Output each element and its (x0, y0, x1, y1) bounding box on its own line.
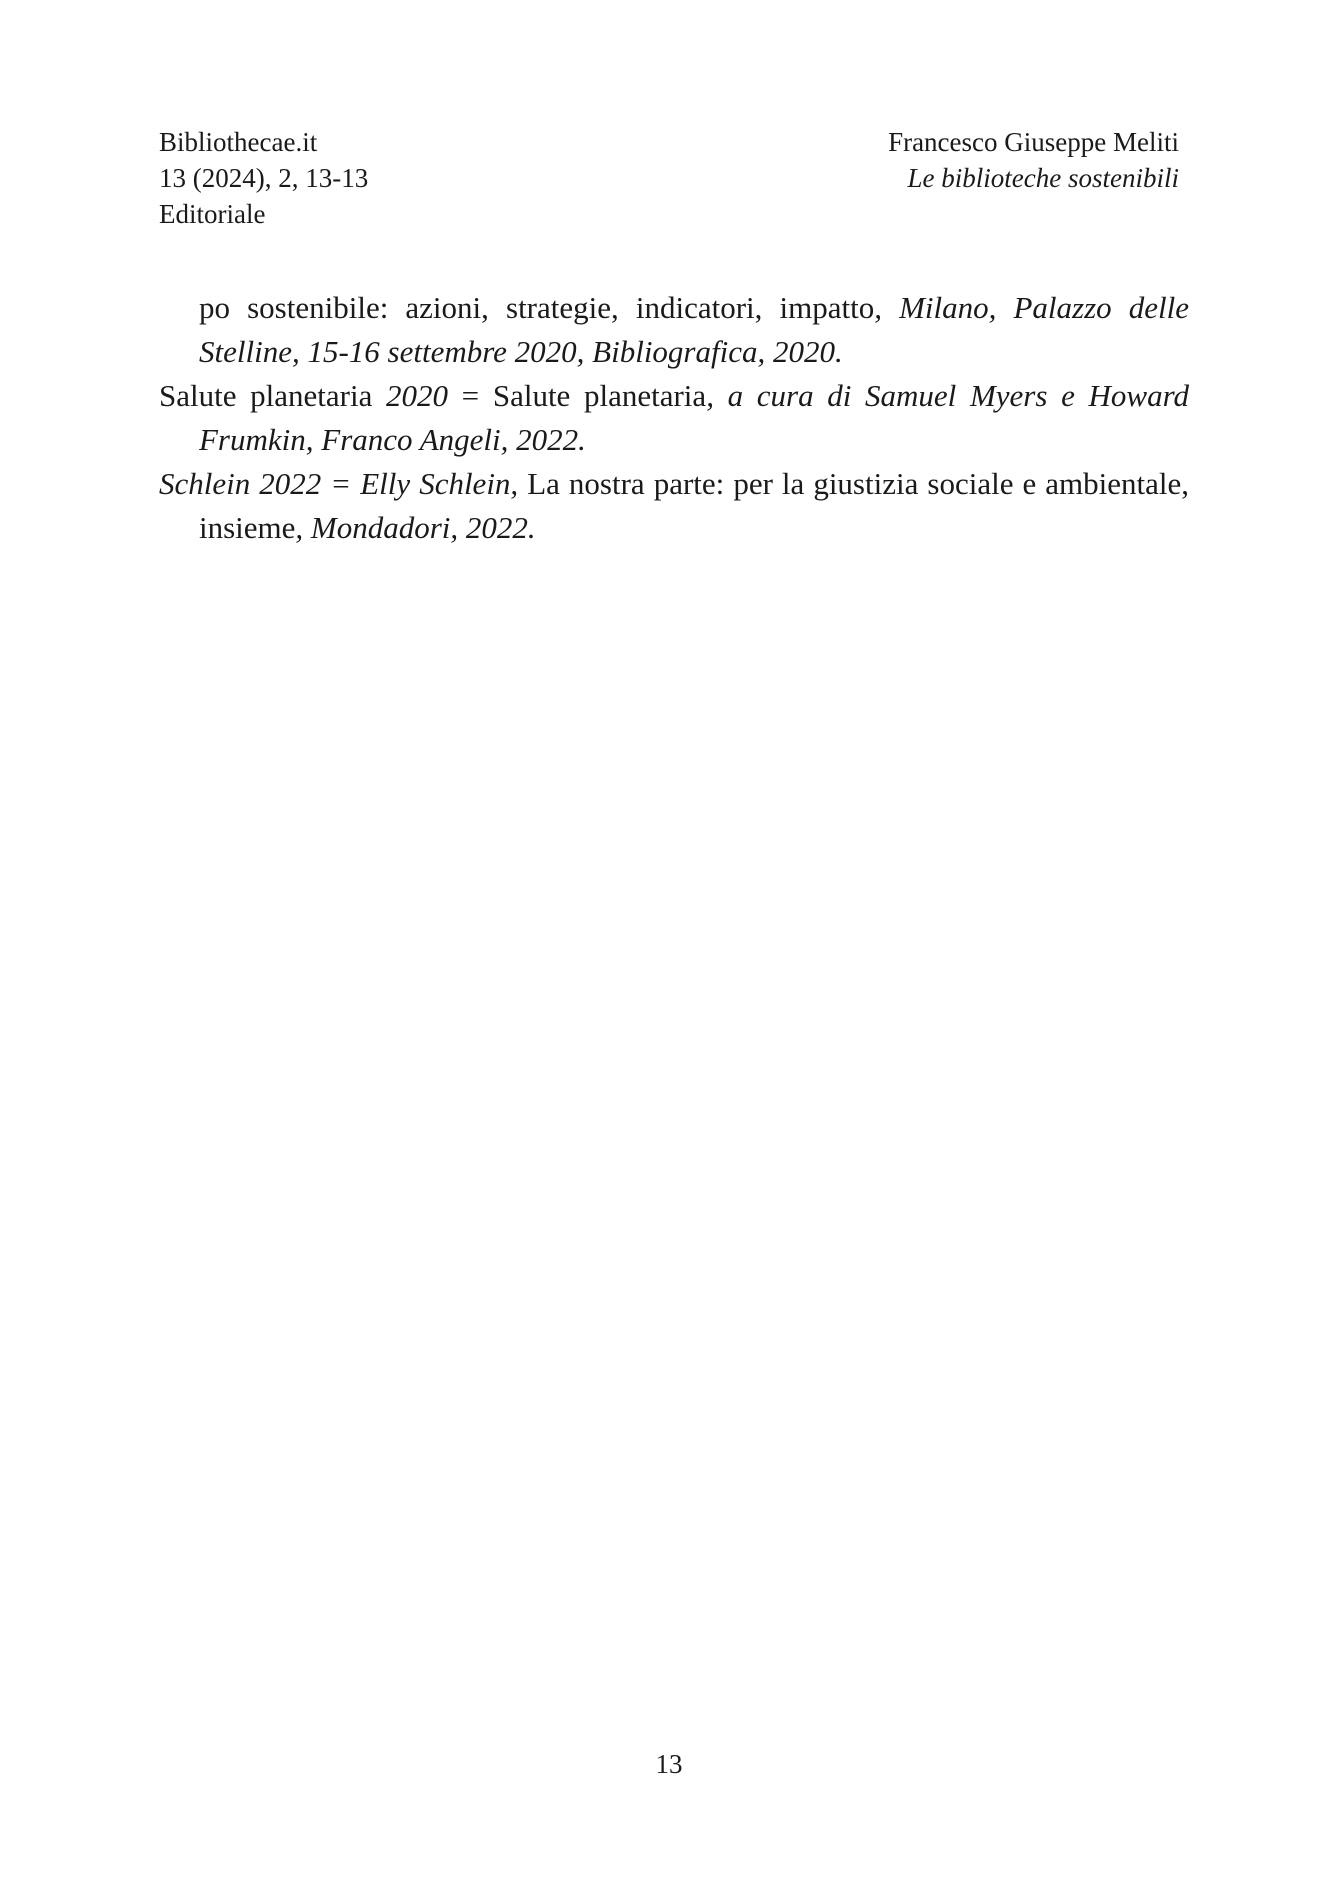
entry-roman-text: La nostra parte: per la giustizia sociale e ambientale, insieme (199, 466, 1190, 545)
bibliography-entry-salute-planetaria (159, 374, 1189, 462)
entry-roman-text: po sostenibile: azioni, strategie, indicatori, impatto (199, 290, 875, 325)
entry-italic-text: Schlein 2022 = Elly Schlein, (159, 466, 519, 501)
journal-name: Bibliothecae.it (159, 127, 318, 157)
running-header-right (888, 124, 1179, 196)
entry-roman-text: Salute planetaria (159, 378, 387, 413)
entry-italic-text: , Milano, Palazzo delle Stelline, 15-16 settembre 2020, Bibliografica, 2020. (199, 290, 1189, 369)
article-title: Le biblioteche sostenibili (907, 163, 1179, 193)
entry-italic-text: , a cura di Samuel Myers e Howard Frumkin, Franco Angeli, 2022. (199, 378, 1189, 457)
running-header-left (159, 124, 368, 232)
entry-italic-text: , Mondadori, 2022. (295, 510, 536, 545)
bibliography-entry-schlein (159, 462, 1189, 550)
entry-italic-text: 2020 (386, 378, 449, 413)
section-name: Editoriale (159, 199, 266, 229)
page-number: 13 (655, 1749, 683, 1779)
entry-roman-text: = Salute planetaria (448, 378, 707, 413)
issue-info: 13 (2024), 2, 13-13 (159, 163, 369, 193)
bibliography-entry-continuation (159, 286, 1189, 374)
author-name: Francesco Giuseppe Meliti (888, 127, 1179, 157)
bibliography (159, 286, 1189, 550)
